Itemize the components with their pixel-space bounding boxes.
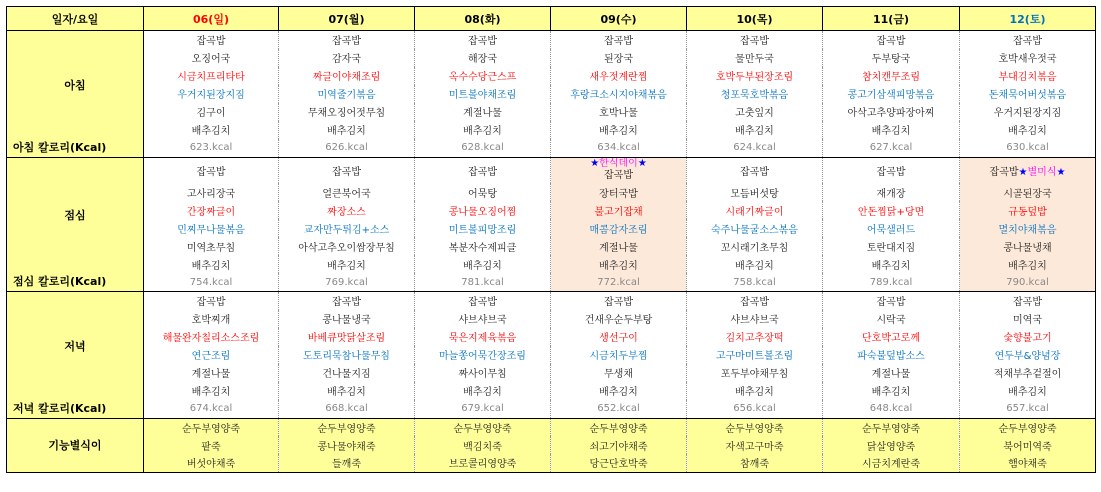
lunch-row [7, 219, 1096, 237]
menu-item: 잡곡밥 [144, 292, 279, 310]
menu-item: 부대김치볶음 [960, 67, 1096, 85]
header-row [7, 7, 1096, 31]
porridge-item: 순두부영양죽 [415, 418, 551, 436]
menu-item: 잡곡밥 [415, 31, 551, 49]
porridge-item: 자색고구마죽 [687, 436, 823, 454]
menu-item: 콩나물냉국 [279, 310, 415, 328]
menu-item: 계절나물 [144, 364, 279, 382]
calorie-value: 634.kcal [551, 139, 687, 158]
menu-item: 건나물지짐 [279, 364, 415, 382]
menu-item: 배추김치 [823, 382, 960, 400]
menu-item: 무채오징어젓무침 [279, 103, 415, 121]
menu-item: 고구마미트볼조림 [687, 346, 823, 364]
calorie-value: 781.kcal [415, 273, 551, 292]
calorie-value: 754.kcal [144, 273, 279, 292]
menu-item: 배추김치 [960, 382, 1096, 400]
menu-item: 마늘쫑어묵간장조림 [415, 346, 551, 364]
dinner-row [7, 292, 1096, 310]
menu-item: 해장국 [415, 49, 551, 67]
menu-item: 시락국 [823, 310, 960, 328]
porridge-item: 브로콜리영양죽 [415, 454, 551, 472]
menu-item: 잡곡밥 [144, 157, 279, 183]
day-header-sun: 06(일) [144, 7, 279, 31]
menu-item: 미트볼야채조림 [415, 85, 551, 103]
porridge-item: 콩나물야채죽 [279, 436, 415, 454]
menu-item: 잡곡밥 [415, 157, 551, 183]
menu-item: 감자국 [279, 49, 415, 67]
menu-item: 아삭고추양파장아찌 [823, 103, 960, 121]
menu-item: 잡곡밥 [960, 31, 1096, 49]
porridge-item: 순두부영양죽 [551, 418, 687, 436]
menu-item: 건새우순두부탕 [551, 310, 687, 328]
menu-item [960, 157, 1096, 183]
menu-item: 어묵샐러드 [823, 219, 960, 237]
porridge-item: 북어미역죽 [960, 436, 1096, 454]
menu-item: 바베큐맛닭살조림 [279, 328, 415, 346]
lunch-row [7, 237, 1096, 255]
menu-item: 배추김치 [687, 255, 823, 273]
calorie-value: 627.kcal [823, 139, 960, 158]
lunch-calorie-row [7, 273, 1096, 292]
menu-item: 우거지된장지짐 [144, 85, 279, 103]
menu-item: 배추김치 [551, 255, 687, 273]
breakfast-label: 아침 [7, 31, 144, 139]
menu-item: 호박나물 [551, 103, 687, 121]
day-header-tue: 08(화) [415, 7, 551, 31]
menu-item: 고사리장국 [144, 183, 279, 201]
menu-item: 콩나물냉채 [960, 237, 1096, 255]
menu-item: 재개장 [823, 183, 960, 201]
menu-item: 시골된장국 [960, 183, 1096, 201]
breakfast-row [7, 121, 1096, 139]
porridge-item: 순두부영양죽 [823, 418, 960, 436]
porridge-item: 버섯야채죽 [144, 454, 279, 472]
menu-item: 김구이 [144, 103, 279, 121]
calorie-value: 648.kcal [823, 400, 960, 419]
dinner-calorie-row [7, 400, 1096, 419]
menu-item: 배추김치 [279, 382, 415, 400]
menu-item: 호박찌개 [144, 310, 279, 328]
porridge-item: 순두부영양죽 [960, 418, 1096, 436]
menu-item: 짜장소스 [279, 201, 415, 219]
dinner-row [7, 328, 1096, 346]
menu-item: 묵은지제육볶음 [415, 328, 551, 346]
menu-item: 배추김치 [687, 121, 823, 139]
menu-item: 잡곡밥 [415, 292, 551, 310]
menu-item: 잡곡밥 [823, 157, 960, 183]
menu-item: 미역국 [960, 310, 1096, 328]
menu-item: 무생채 [551, 364, 687, 382]
lunch-label: 점심 [7, 157, 144, 273]
menu-item: 계절나물 [415, 103, 551, 121]
lunch-row [7, 157, 1096, 183]
calorie-value: 772.kcal [551, 273, 687, 292]
menu-item: 콩고기삼색피망볶음 [823, 85, 960, 103]
menu-item: 포두부야채무침 [687, 364, 823, 382]
menu-item: 새우젓계란찜 [551, 67, 687, 85]
calorie-value: 679.kcal [415, 400, 551, 419]
menu-item: 잡곡밥 [279, 292, 415, 310]
menu-item: 파숙불덮밥소스 [823, 346, 960, 364]
calorie-value: 623.kcal [144, 139, 279, 158]
lunch-row [7, 201, 1096, 219]
dinner-row [7, 382, 1096, 400]
menu-item: 배추김치 [144, 255, 279, 273]
day-header-sat: 12(토) [960, 7, 1096, 31]
breakfast-row [7, 103, 1096, 121]
day-header-thu: 10(목) [687, 7, 823, 31]
menu-item: 배추김치 [415, 121, 551, 139]
menu-item: 샤브샤브국 [415, 310, 551, 328]
menu-item: 옥수수당근스프 [415, 67, 551, 85]
menu-item: 아삭고추오이쌈장무침 [279, 237, 415, 255]
menu-item-text: 잡곡밥 [604, 170, 633, 182]
dinner-label: 저녁 [7, 292, 144, 400]
breakfast-row [7, 67, 1096, 85]
menu-item: 잡곡밥 [551, 292, 687, 310]
menu-item: 배추김치 [415, 382, 551, 400]
menu-item: 호박두부된장조림 [687, 67, 823, 85]
menu-item: 시래기짜글이 [687, 201, 823, 219]
menu-item: 안돈찜닭+당면 [823, 201, 960, 219]
menu-item: 짜글이야채조림 [279, 67, 415, 85]
menu-item: 숯향불고기 [960, 328, 1096, 346]
menu-item: 콩나물오징어찜 [415, 201, 551, 219]
day-header-wed: 09(수) [551, 7, 687, 31]
calorie-value: 626.kcal [279, 139, 415, 158]
menu-item: 계절나물 [551, 237, 687, 255]
menu-item: 청포묵호박볶음 [687, 85, 823, 103]
porridge-item: 시금치계란죽 [823, 454, 960, 472]
special-diet-label: 기능별식이 [7, 418, 144, 472]
menu-item: 잡곡밥 [960, 292, 1096, 310]
special-day-badge: ★한식데이★ [590, 158, 647, 170]
menu-item: 배추김치 [279, 121, 415, 139]
menu-item: 배추김치 [960, 255, 1096, 273]
day-header-mon: 07(월) [279, 7, 415, 31]
menu-item: 연근조림 [144, 346, 279, 364]
dinner-row [7, 346, 1096, 364]
special-diet-row [7, 454, 1096, 472]
menu-item: 어묵탕 [415, 183, 551, 201]
breakfast-row [7, 49, 1096, 67]
porridge-item: 순두부영양죽 [279, 418, 415, 436]
menu-item: 미역초무침 [144, 237, 279, 255]
menu-item: 짜사이무침 [415, 364, 551, 382]
menu-item: 규동덮밥 [960, 201, 1096, 219]
date-weekday-header: 일자/요일 [7, 7, 144, 31]
menu-item: 참치캔무조림 [823, 67, 960, 85]
menu-item: 오징어국 [144, 49, 279, 67]
menu-item: 배추김치 [551, 121, 687, 139]
porridge-item: 들깨죽 [279, 454, 415, 472]
calorie-value: 652.kcal [551, 400, 687, 419]
menu-item: 잡곡밥 [279, 31, 415, 49]
menu-item: 복분자수제피클 [415, 237, 551, 255]
menu-item: 후랑크소시지야채볶음 [551, 85, 687, 103]
menu-item: 잡곡밥 [144, 31, 279, 49]
porridge-item: 팥죽 [144, 436, 279, 454]
dinner-calorie-label: 저녁 칼로리(Kcal) [7, 400, 144, 419]
menu-item: 계절나물 [823, 364, 960, 382]
menu-item: 샤브샤브국 [687, 310, 823, 328]
menu-item: 멸치야채볶음 [960, 219, 1096, 237]
menu-item: 배추김치 [823, 255, 960, 273]
lunch-row [7, 183, 1096, 201]
menu-item: 얼큰북어국 [279, 183, 415, 201]
menu-item: 호박새우젓국 [960, 49, 1096, 67]
porridge-item: 당근단호박죽 [551, 454, 687, 472]
menu-item: 단호박고로께 [823, 328, 960, 346]
menu-item-text: 잡곡밥 [989, 166, 1019, 178]
breakfast-row [7, 31, 1096, 49]
dinner-row [7, 364, 1096, 382]
menu-item: 적채부추겉절이 [960, 364, 1096, 382]
menu-item: 김치고추장떡 [687, 328, 823, 346]
breakfast-calorie-row [7, 139, 1096, 158]
special-diet-row [7, 436, 1096, 454]
menu-item: 배추김치 [687, 382, 823, 400]
menu-item: 시금치프리타타 [144, 67, 279, 85]
menu-item: 시금치두부찜 [551, 346, 687, 364]
menu-item: 매콤감자조림 [551, 219, 687, 237]
menu-item: 된장국 [551, 49, 687, 67]
porridge-item: 닭살영양죽 [823, 436, 960, 454]
breakfast-calorie-label: 아침 칼로리(Kcal) [7, 139, 144, 158]
menu-item: 숙주나물굴소스볶음 [687, 219, 823, 237]
menu-item: 배추김치 [823, 121, 960, 139]
calorie-value: 769.kcal [279, 273, 415, 292]
menu-item: 물만두국 [687, 49, 823, 67]
dinner-row [7, 310, 1096, 328]
menu-item: 돈채묵어버섯볶음 [960, 85, 1096, 103]
menu-item: 배추김치 [144, 121, 279, 139]
lunch-row [7, 255, 1096, 273]
menu-item: 토란대지짐 [823, 237, 960, 255]
menu-item: 민찌무나물볶음 [144, 219, 279, 237]
menu-item: 미역줄기볶음 [279, 85, 415, 103]
menu-item [551, 157, 687, 183]
calorie-value: 624.kcal [687, 139, 823, 158]
porridge-item: 참깨죽 [687, 454, 823, 472]
calorie-value: 628.kcal [415, 139, 551, 158]
lunch-calorie-label: 점심 칼로리(Kcal) [7, 273, 144, 292]
menu-item: 연두부&양념장 [960, 346, 1096, 364]
breakfast-row [7, 85, 1096, 103]
menu-item: 잡곡밥 [687, 292, 823, 310]
menu-item: 배추김치 [144, 382, 279, 400]
menu-item: 교자만두튀김+소스 [279, 219, 415, 237]
porridge-item: 백김치죽 [415, 436, 551, 454]
menu-item: 잡곡밥 [687, 157, 823, 183]
day-header-fri: 11(금) [823, 7, 960, 31]
calorie-value: 668.kcal [279, 400, 415, 419]
porridge-item: 순두부영양죽 [687, 418, 823, 436]
menu-item: 장터국밥 [551, 183, 687, 201]
menu-item: 잡곡밥 [823, 292, 960, 310]
calorie-value: 789.kcal [823, 273, 960, 292]
menu-item: 잡곡밥 [823, 31, 960, 49]
calorie-value: 758.kcal [687, 273, 823, 292]
menu-item: 우거지된장지짐 [960, 103, 1096, 121]
menu-item: 배추김치 [551, 382, 687, 400]
menu-item: 간장짜글이 [144, 201, 279, 219]
menu-item: 잡곡밥 [551, 31, 687, 49]
menu-item: 도토리묵참나물무침 [279, 346, 415, 364]
calorie-value: 790.kcal [960, 273, 1096, 292]
menu-item: 해물완자칠리소스조림 [144, 328, 279, 346]
calorie-value: 674.kcal [144, 400, 279, 419]
menu-item: 배추김치 [279, 255, 415, 273]
menu-item: 모듬버섯탕 [687, 183, 823, 201]
menu-item: 배추김치 [960, 121, 1096, 139]
weekly-menu-table [6, 6, 1096, 473]
calorie-value: 630.kcal [960, 139, 1096, 158]
menu-item: 꼬시래기초무침 [687, 237, 823, 255]
calorie-value: 657.kcal [960, 400, 1096, 419]
menu-item: 잡곡밥 [279, 157, 415, 183]
menu-item: 배추김치 [415, 255, 551, 273]
menu-item: 고춧잎지 [687, 103, 823, 121]
menu-item: 불고기잡채 [551, 201, 687, 219]
menu-item: 잡곡밥 [687, 31, 823, 49]
menu-item: 생선구이 [551, 328, 687, 346]
special-diet-row [7, 418, 1096, 436]
porridge-item: 햄야채죽 [960, 454, 1096, 472]
porridge-item: 순두부영양죽 [144, 418, 279, 436]
menu-item: 두부탕국 [823, 49, 960, 67]
menu-item: 미트볼피망조림 [415, 219, 551, 237]
porridge-item: 쇠고기야채죽 [551, 436, 687, 454]
calorie-value: 656.kcal [687, 400, 823, 419]
special-menu-badge: ★별미식★ [1018, 166, 1066, 178]
